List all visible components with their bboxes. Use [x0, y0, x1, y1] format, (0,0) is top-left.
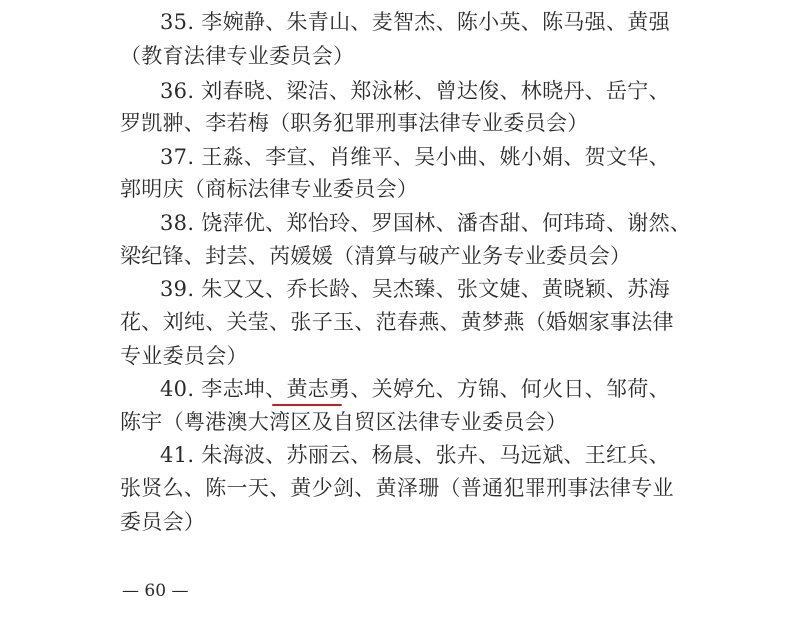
page-number: — 60 — [122, 581, 189, 601]
text-line-8: 梁纪锋、封芸、芮媛媛（清算与破产业务专业委员会） [120, 244, 632, 268]
red-underline-mark [272, 404, 342, 406]
text-line-5: 37. 王淼、李宣、肖维平、吴小曲、姚小娟、贺文华、 [160, 145, 670, 169]
text-line-4: 罗凯翀、李若梅（职务犯罪刑事法律专业委员会） [120, 111, 589, 135]
text-line-9: 39. 朱又又、乔长龄、吴杰臻、张文婕、黄晓颖、苏海 [160, 277, 670, 301]
text-line-14: 41. 朱海波、苏丽云、杨晨、张卉、马远斌、王红兵、 [160, 443, 670, 467]
text-line-12: 40. 李志坤、黄志勇、关婷允、方锦、何火日、邹荷、 [160, 377, 670, 401]
text-line-11: 专业委员会） [120, 344, 248, 368]
text-line-10: 花、刘纯、关莹、张子玉、范春燕、黄梦燕（婚姻家事法律 [120, 310, 674, 334]
text-line-7: 38. 饶萍优、郑怡玲、罗国林、潘杏甜、何玮琦、谢然、 [160, 211, 692, 235]
text-line-16: 委员会） [120, 510, 206, 534]
text-line-2: （教育法律专业委员会） [120, 44, 355, 68]
text-line-1: 35. 李婉静、朱青山、麦智杰、陈小英、陈马强、黄强 [160, 10, 670, 34]
text-line-3: 36. 刘春晓、梁洁、郑泳彬、曾达俊、林晓丹、岳宁、 [160, 79, 670, 103]
text-line-15: 张贤么、陈一天、黄少剑、黄泽珊（普通犯罪刑事法律专业 [120, 476, 674, 500]
text-line-13: 陈宇（粤港澳大湾区及自贸区法律专业委员会） [120, 410, 568, 434]
text-line-6: 郭明庆（商标法律专业委员会） [120, 177, 419, 201]
